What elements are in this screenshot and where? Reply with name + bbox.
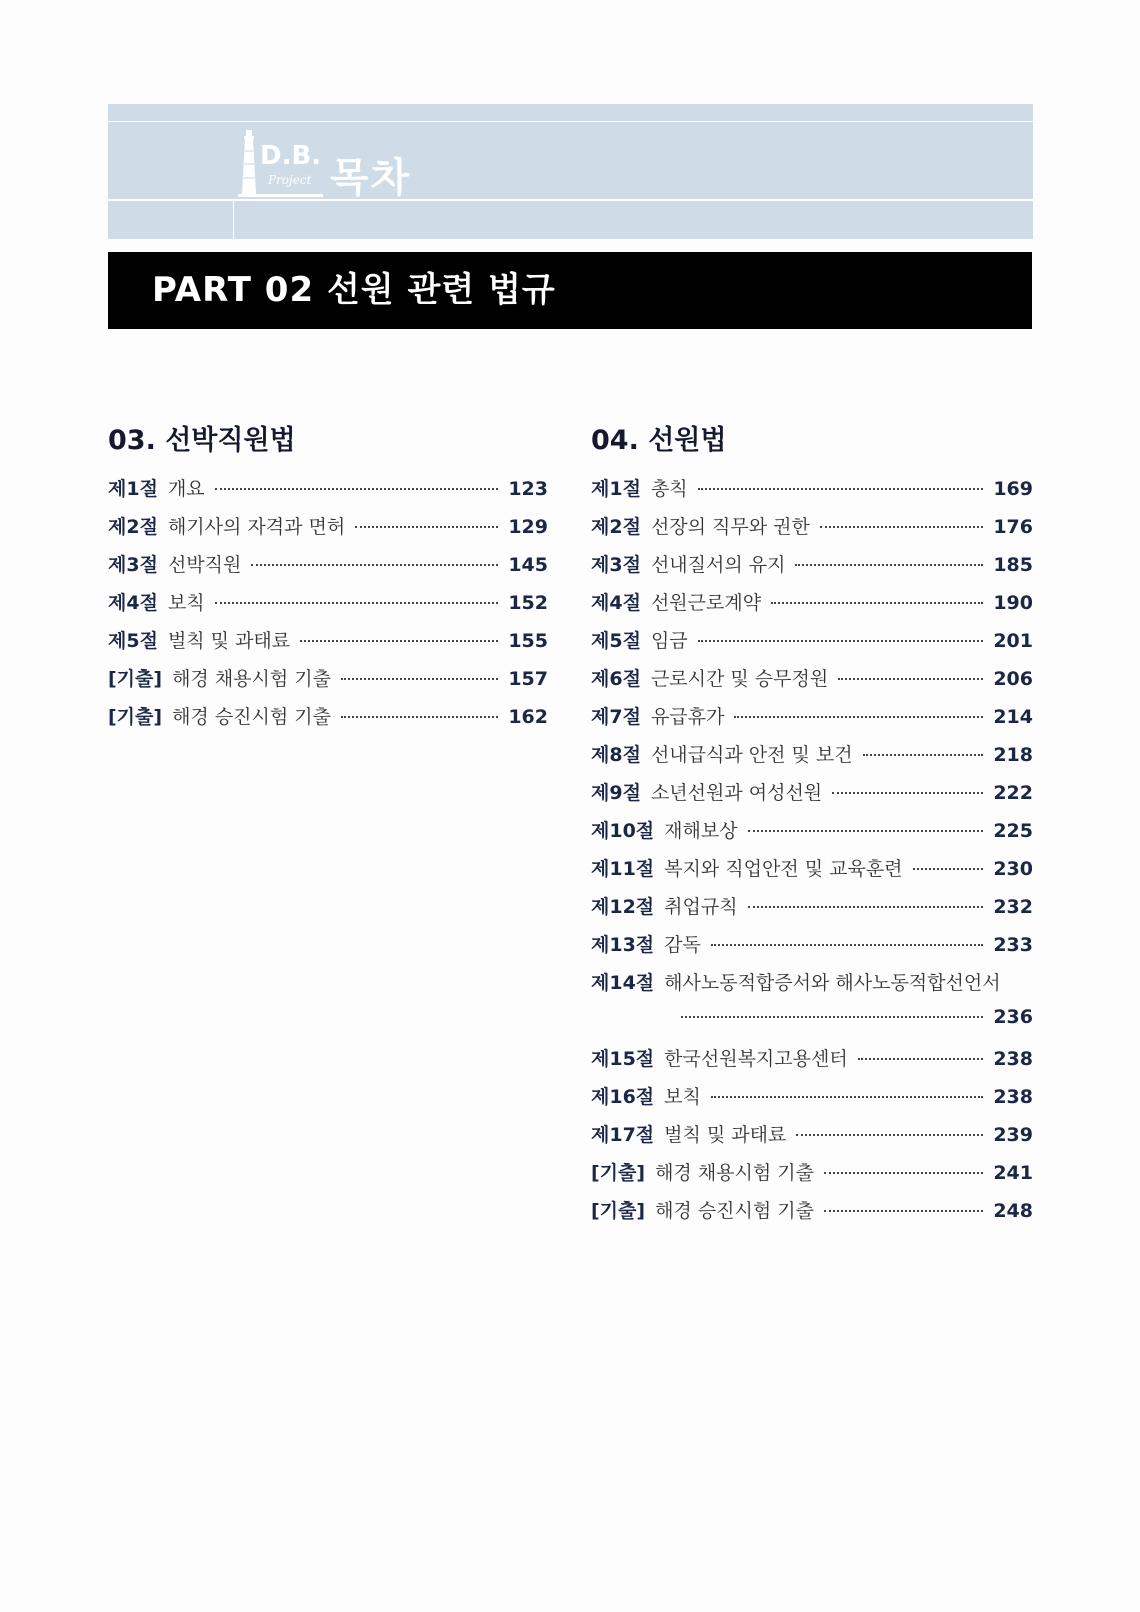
toc-leader <box>734 716 983 718</box>
toc-entry[interactable] <box>591 778 1033 816</box>
toc-page: 225 <box>993 820 1033 842</box>
toc-entry[interactable] <box>591 474 1033 512</box>
toc-page: 239 <box>993 1124 1033 1146</box>
toc-leader <box>711 1096 983 1098</box>
toc-title: 해경 승진시험 기출 <box>172 706 331 728</box>
toc-entry[interactable] <box>108 550 548 588</box>
toc-page: 238 <box>993 1086 1033 1108</box>
toc-title: 총칙 <box>650 478 688 500</box>
toc-page: 236 <box>993 1006 1033 1028</box>
toc-entry[interactable] <box>591 664 1033 702</box>
toc-title: 감독 <box>664 934 701 956</box>
toc-chapter: [기출] <box>108 706 163 728</box>
toc-entry[interactable] <box>591 930 1033 968</box>
toc-entry[interactable] <box>591 892 1033 930</box>
toc-page: 214 <box>993 706 1033 728</box>
toc-page: 190 <box>993 592 1033 614</box>
toc-title: 임금 <box>650 630 688 652</box>
toc-title: 벌칙 및 과태료 <box>664 1124 787 1146</box>
toc-title: 보칙 <box>167 592 205 614</box>
toc-chapter: 제4절 <box>591 592 641 614</box>
toc-title: 근로시간 및 승무정원 <box>650 668 829 690</box>
toc-leader <box>681 1016 983 1018</box>
toc-leader <box>771 602 983 604</box>
toc-title: 선박직원 <box>167 554 242 576</box>
toc-title: 보칙 <box>664 1086 701 1108</box>
toc-chapter: [기출] <box>591 1162 646 1184</box>
toc-chapter: 제14절 <box>591 972 655 994</box>
toc-chapter: 제17절 <box>591 1124 655 1146</box>
toc-chapter: 제5절 <box>108 630 158 652</box>
toc-page: 123 <box>508 478 548 500</box>
toc-leader <box>796 1134 983 1136</box>
toc-list <box>591 474 1033 1234</box>
toc-leader <box>748 830 983 832</box>
toc-entry[interactable] <box>108 474 548 512</box>
toc-leader <box>863 754 983 756</box>
toc-entry[interactable] <box>591 512 1033 550</box>
toc-title: 재해보상 <box>664 820 738 842</box>
toc-leader <box>698 488 983 490</box>
toc-leader <box>858 1058 983 1060</box>
toc-page: 176 <box>993 516 1033 538</box>
toc-entry[interactable] <box>108 702 548 740</box>
toc-leader <box>215 602 498 604</box>
toc-page: 169 <box>993 478 1033 500</box>
toc-leader <box>215 488 498 490</box>
toc-title: 선장의 직무와 권한 <box>650 516 810 538</box>
section-title: 04. 선원법 <box>591 425 727 456</box>
toc-title: 선내급식과 안전 및 보건 <box>650 744 853 766</box>
toc-entry[interactable] <box>591 1196 1033 1234</box>
toc-entry[interactable] <box>591 968 1033 1006</box>
toc-leader <box>711 944 983 946</box>
toc-entry[interactable] <box>108 588 548 626</box>
toc-title: 개요 <box>167 478 205 500</box>
toc-leader <box>251 564 498 566</box>
toc-chapter: 제13절 <box>591 934 655 956</box>
toc-title: 소년선원과 여성선원 <box>650 782 823 804</box>
toc-title: 벌칙 및 과태료 <box>167 630 291 652</box>
toc-chapter: 제15절 <box>591 1048 655 1070</box>
left-column <box>108 418 548 740</box>
toc-entry[interactable] <box>591 740 1033 778</box>
toc-page: 129 <box>508 516 548 538</box>
toc-chapter: 제3절 <box>108 554 158 576</box>
toc-page: 155 <box>508 630 548 652</box>
toc-title: 취업규칙 <box>664 896 738 918</box>
toc-entry[interactable] <box>108 626 548 664</box>
header-band <box>108 104 1033 239</box>
part-banner: PART 02 선원 관련 법규 <box>108 252 1032 329</box>
toc-title: 해경 승진시험 기출 <box>655 1200 814 1222</box>
header-divider <box>233 199 234 239</box>
logo-subtext: Project <box>268 173 312 187</box>
toc-entry[interactable] <box>591 702 1033 740</box>
toc-page: 162 <box>508 706 548 728</box>
toc-page: 145 <box>508 554 548 576</box>
toc-leader <box>341 716 498 718</box>
toc-page: 222 <box>993 782 1033 804</box>
toc-title: 복지와 직업안전 및 교육훈련 <box>664 858 903 880</box>
toc-chapter: 제16절 <box>591 1086 655 1108</box>
toc-page: 248 <box>993 1200 1033 1222</box>
toc-entry[interactable] <box>591 550 1033 588</box>
toc-entry[interactable] <box>591 854 1033 892</box>
toc-leader <box>832 792 983 794</box>
toc-leader <box>698 640 983 642</box>
toc-leader <box>824 1210 983 1212</box>
toc-page: 230 <box>993 858 1033 880</box>
toc-page: 206 <box>993 668 1033 690</box>
toc-page: 233 <box>993 934 1033 956</box>
toc-leader <box>748 906 983 908</box>
toc-chapter: 제8절 <box>591 744 641 766</box>
toc-chapter: 제1절 <box>591 478 641 500</box>
toc-entry[interactable] <box>591 1120 1033 1158</box>
toc-page: 201 <box>993 630 1033 652</box>
toc-page: 157 <box>508 668 548 690</box>
toc-title: 선내질서의 유지 <box>650 554 786 576</box>
toc-page: 152 <box>508 592 548 614</box>
toc-entry[interactable] <box>591 626 1033 664</box>
toc-leader <box>355 526 498 528</box>
toc-leader <box>824 1172 983 1174</box>
toc-entry[interactable] <box>108 664 548 702</box>
toc-chapter: 제10절 <box>591 820 655 842</box>
toc-title: 해사노동적합증서와 해사노동적합선언서 <box>664 972 1001 994</box>
toc-leader <box>300 640 498 642</box>
toc-page: 185 <box>993 554 1033 576</box>
toc-entry-continuation[interactable] <box>591 1006 1033 1044</box>
toc-title: 유급휴가 <box>650 706 725 728</box>
toc-leader <box>913 868 983 870</box>
toc-title: 선원근로계약 <box>650 592 762 614</box>
toc-page: 232 <box>993 896 1033 918</box>
toc-chapter: 제12절 <box>591 896 655 918</box>
toc-entry[interactable] <box>591 1158 1033 1196</box>
toc-entry[interactable] <box>108 512 548 550</box>
toc-chapter: 제1절 <box>108 478 158 500</box>
toc-chapter: 제2절 <box>108 516 158 538</box>
section-title: 03. 선박직원법 <box>108 425 296 456</box>
toc-chapter: 제9절 <box>591 782 641 804</box>
header-line <box>108 121 1033 122</box>
toc-leader <box>820 526 983 528</box>
toc-chapter: 제2절 <box>591 516 641 538</box>
toc-title: 해경 채용시험 기출 <box>172 668 331 690</box>
toc-list <box>108 474 548 740</box>
toc-chapter: 제4절 <box>108 592 158 614</box>
toc-title: 해기사의 자격과 면허 <box>167 516 346 538</box>
toc-entry[interactable] <box>591 1044 1033 1082</box>
toc-title: 한국선원복지고용센터 <box>664 1048 848 1070</box>
toc-leader <box>341 678 498 680</box>
toc-entry[interactable] <box>591 1082 1033 1120</box>
toc-page: 241 <box>993 1162 1033 1184</box>
toc-chapter: 제5절 <box>591 630 641 652</box>
toc-chapter: [기출] <box>108 668 163 690</box>
page-title: 목차 <box>330 155 412 201</box>
toc-page: 218 <box>993 744 1033 766</box>
toc-chapter: [기출] <box>591 1200 646 1222</box>
toc-entry[interactable] <box>591 816 1033 854</box>
toc-leader <box>795 564 983 566</box>
toc-chapter: 제3절 <box>591 554 641 576</box>
toc-title: 해경 채용시험 기출 <box>655 1162 814 1184</box>
toc-chapter: 제7절 <box>591 706 641 728</box>
toc-chapter: 제6절 <box>591 668 641 690</box>
toc-chapter: 제11절 <box>591 858 655 880</box>
toc-leader <box>838 678 983 680</box>
toc-entry[interactable] <box>591 588 1033 626</box>
toc-page: 238 <box>993 1048 1033 1070</box>
right-column <box>591 418 1033 1234</box>
logo-text: D.B. <box>260 141 322 171</box>
